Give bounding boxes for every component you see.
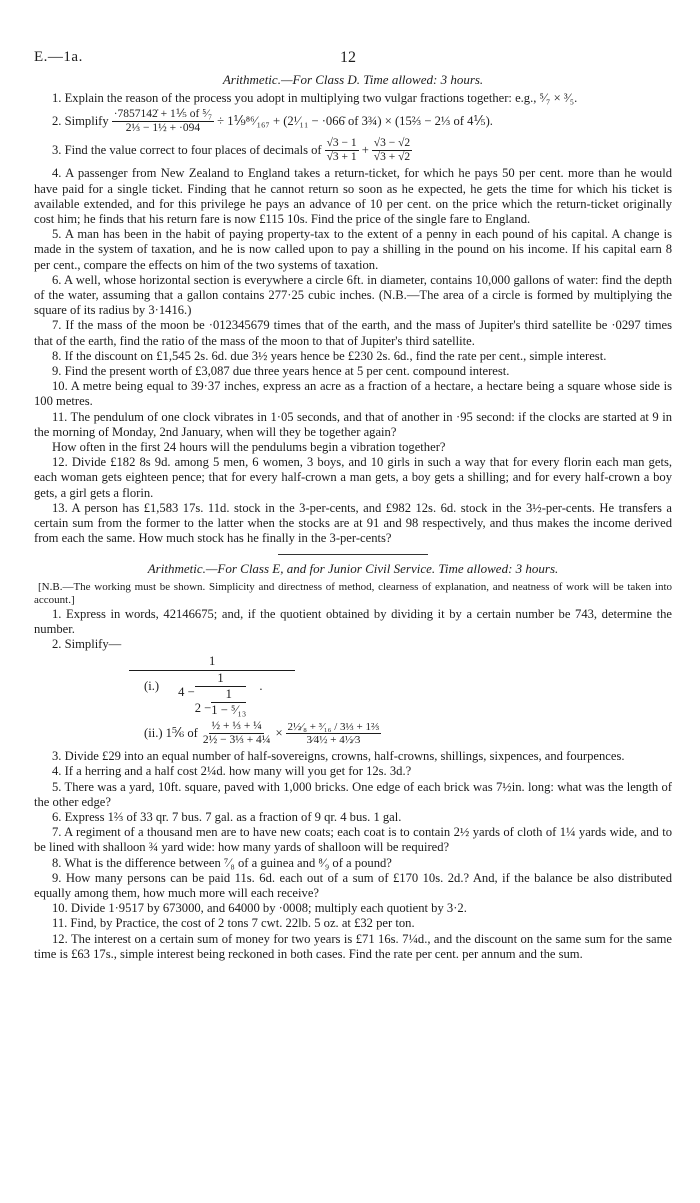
question-d2-remainder: ÷ 1⅑⁸⁶⁄₁₆₇ + (2¹⁄₁₁ − ·066̇ of 3¾) × (15⅔ − 2⅓ of 4⅕). xyxy=(217,114,493,129)
question-e4: 4. If a herring and a half cost 2¼d. how many will you get for 12s. 3d.? xyxy=(52,764,412,779)
question-d5: 5. A man has been in the habit of paying property-tax to the extent of a penny in each pound of his capital. A change is made in the system of taxation, and he is now called upon to pay a shilling in the pound on his income. If his capital earn 8 per cent., compare the effects on him of the two systems of taxation. xyxy=(34,227,672,272)
plus-sign: + xyxy=(361,143,369,158)
question-e2-ii-right-fraction xyxy=(286,721,382,746)
question-e2-ii-fraction xyxy=(201,720,273,747)
question-d13: 13. A person has £1,583 17s. 11d. stock in the 3-per-cents, and £982 12s. 6d. stock in the 3½-per-cents. He transfers a certain sum from the former to the latter when the stocks are at 91 and 98 respectively, and thus makes the income derived from each the same. How much stock has he finally in the 3-per-cents? xyxy=(34,500,672,546)
question-d6: 6. A well, whose horizontal section is everywhere a circle 6ft. in diameter, contains 10,000 gallons of water: find the depth of the water, assuming that a gallon contains 277·25 cubic inches. (N.B.—The area of a circle is formed by multiplying the square of its radius by 3·1416.) xyxy=(34,272,672,318)
question-e11: 11. Find, by Practice, the cost of 2 tons 7 cwt. 22lb. 5 oz. at £32 per ton. xyxy=(52,916,415,931)
cf-four: 4 − xyxy=(178,684,195,699)
question-d8: 8. If the discount on £1,545 2s. 6d. due 3½ years hence be £230 2s. 6d., find the rate per cent., simple interest. xyxy=(52,348,607,363)
question-d2-numerator: ·7857142̇ + 1⅕ of ⁵⁄₇ xyxy=(113,108,213,121)
question-d3-f1-denominator: √3 + 1 xyxy=(326,151,357,164)
section-title-class-d: Arithmetic.—For Class D. Time allowed: 3 hours. xyxy=(222,72,484,87)
cf-level-2 xyxy=(195,687,247,718)
question-e8: 8. What is the difference between ⁷⁄₈ of a guinea and ⁸⁄₉ of a pound? xyxy=(52,855,392,870)
question-d12: 12. Divide £182 8s 9d. among 5 men, 6 women, 3 boys, and 10 girls in such a way that for every florin each man gets, each woman gets eighteen pence; that for every half-crown a man gets, a boy gets a shilling; and for every half-crown a boy gets, a girl gets a florin. xyxy=(34,455,672,500)
question-e5: 5. There was a yard, 10ft. square, paved with 1,000 bricks. One edge of each brick was 7½in. long: what was the length of the other edge? xyxy=(34,779,672,809)
question-d3-f2-numerator: √3 − √2 xyxy=(373,137,411,150)
question-e2-ii-numerator: ½ + ⅓ + ¼ xyxy=(211,720,262,733)
cf-innermost: 1 − ⁵⁄₁₃ xyxy=(211,702,247,717)
times-sign: × xyxy=(275,726,283,740)
running-head xyxy=(34,30,672,72)
question-d3-f2-denominator: √3 + √2 xyxy=(373,151,411,164)
question-d3-fraction-2 xyxy=(372,137,412,164)
cf-inner-1 xyxy=(195,671,247,719)
question-d2-label: 2. Simplify xyxy=(52,114,109,129)
question-d3-text: 3. Find the value correct to four places of decimals of xyxy=(52,143,322,158)
question-e2-part-i xyxy=(144,654,672,718)
cf-level-1 xyxy=(178,671,246,719)
question-e7: 7. A regiment of a thousand men are to have new coats; each coat is to contain 2½ yards of cloth of 1¼ yards wide, and to be lined with shalloon ¾ yard wide: how many yards of shalloon will be required? xyxy=(34,825,672,855)
cf-numerator-2: 1 xyxy=(195,671,247,687)
question-d11: 11. The pendulum of one clock vibrates in 1·05 seconds, and that of another in ·95 second: if the clocks are started at 9 in the morning of Monday, 2nd January, when will they be together again? xyxy=(34,409,672,439)
question-d9: 9. Find the present worth of £3,087 due three years hence at 5 per cent. compound interest. xyxy=(52,364,510,379)
question-e1: 1. Express in words, 42146675; and, if the quotient obtained by dividing it by a certain number be 743, determine the number. xyxy=(34,606,672,636)
question-d3-f1-numerator: √3 − 1 xyxy=(326,137,357,150)
question-d4: 4. A passenger from New Zealand to England takes a return-ticket, for which he pays 50 per cent. more than he would have paid for a single ticket. Finding that he cannot return so soon as he expected, he gets the time for which his ticket is available extended, and for this privilege he pays an advance of 10 per cent. on the price which the return-ticket originally cost him; he finds that his return fare is now £115 10s. Find the price of the single fare to England. xyxy=(34,166,672,227)
cf-numerator-1: 1 xyxy=(129,654,295,670)
question-e3: 3. Divide £29 into an equal number of half-sovereigns, crowns, half-crowns, shillings, sixpences, and fourpences. xyxy=(52,749,625,764)
question-e2: 2. Simplify— xyxy=(52,637,122,652)
question-e12: 12. The interest on a certain sum of money for two years is £71 16s. 7¼d., and the discount on the same sum for the same time is £63 17s., simple interest being reckoned in both cases. Find the rate per cent. per annum and the sum. xyxy=(34,931,672,961)
question-e6: 6. Express 1⅔ of 33 qr. 7 bus. 7 gal. as a fraction of 9 qr. 4 bus. 1 gal. xyxy=(52,809,402,824)
cf-two: 2 − xyxy=(194,700,212,715)
section-e-note: [N.B.—The working must be shown. Simplicity and directness of method, clearness of explanation, and neatness of work will be taken into account.] xyxy=(34,580,672,606)
question-d2 xyxy=(52,108,672,135)
cf-inner-2 xyxy=(211,687,246,718)
section-divider xyxy=(278,554,428,555)
question-e2-ii-label: (ii.) 1⅚ of xyxy=(144,726,198,740)
section-title-class-e: Arithmetic.—For Class E, and for Junior Civil Service. Time allowed: 3 hours. xyxy=(147,561,559,577)
question-d10: 10. A metre being equal to 39·37 inches, express an acre as a fraction of a hectare, a hectare being a square whose side is 100 metres. xyxy=(34,379,672,409)
cf-period: . xyxy=(259,678,263,693)
question-d11-followup: How often in the first 24 hours will the pendulums begin a vibration together? xyxy=(52,440,446,455)
question-d2-fraction xyxy=(112,108,214,135)
question-e2-ii-right-numerator: 2½⁄₈ + ³⁄₁₆ / 3⅓ + 1⅔ xyxy=(287,721,380,734)
question-d1: 1. Explain the reason of the process you adopt in multiplying two vulgar fractions together: e.g., ⁵⁄₇ × ³⁄₅. xyxy=(52,91,578,106)
question-e9: 9. How many persons can be paid 11s. 6d. each out of a sum of £170 10s. 2d.? And, if the balance be also distributed equally among them, how much more will each receive? xyxy=(34,870,672,900)
cf-numerator-3: 1 xyxy=(211,687,246,703)
document-reference: E.—1a. xyxy=(34,49,83,65)
question-e2-i-label: (i.) xyxy=(144,678,160,693)
continued-fraction xyxy=(169,654,255,718)
page-number: 12 xyxy=(340,49,356,66)
question-e10: 10. Divide 1·9517 by 673000, and 64000 by ·0008; multiply each quotient by 3·2. xyxy=(52,901,467,916)
question-e2-ii-denominator: 2½ − 3⅓ + 4¼ xyxy=(202,734,271,747)
question-d3-fraction-1 xyxy=(325,137,359,164)
question-d7: 7. If the mass of the moon be ·012345679 times that of the earth, and the mass of Jupiter's third satellite be ·0297 times that of the earth, find the ratio of the mass of the moon to that of Jupiter's third satellite. xyxy=(34,318,672,348)
question-e2-ii-right-denominator: 3⁄4½ + 4½⁄3 xyxy=(306,734,361,747)
question-d2-denominator: 2⅓ − 1½ + ·094 xyxy=(125,122,201,135)
question-e2-part-ii xyxy=(144,720,672,747)
question-d3 xyxy=(52,137,672,164)
